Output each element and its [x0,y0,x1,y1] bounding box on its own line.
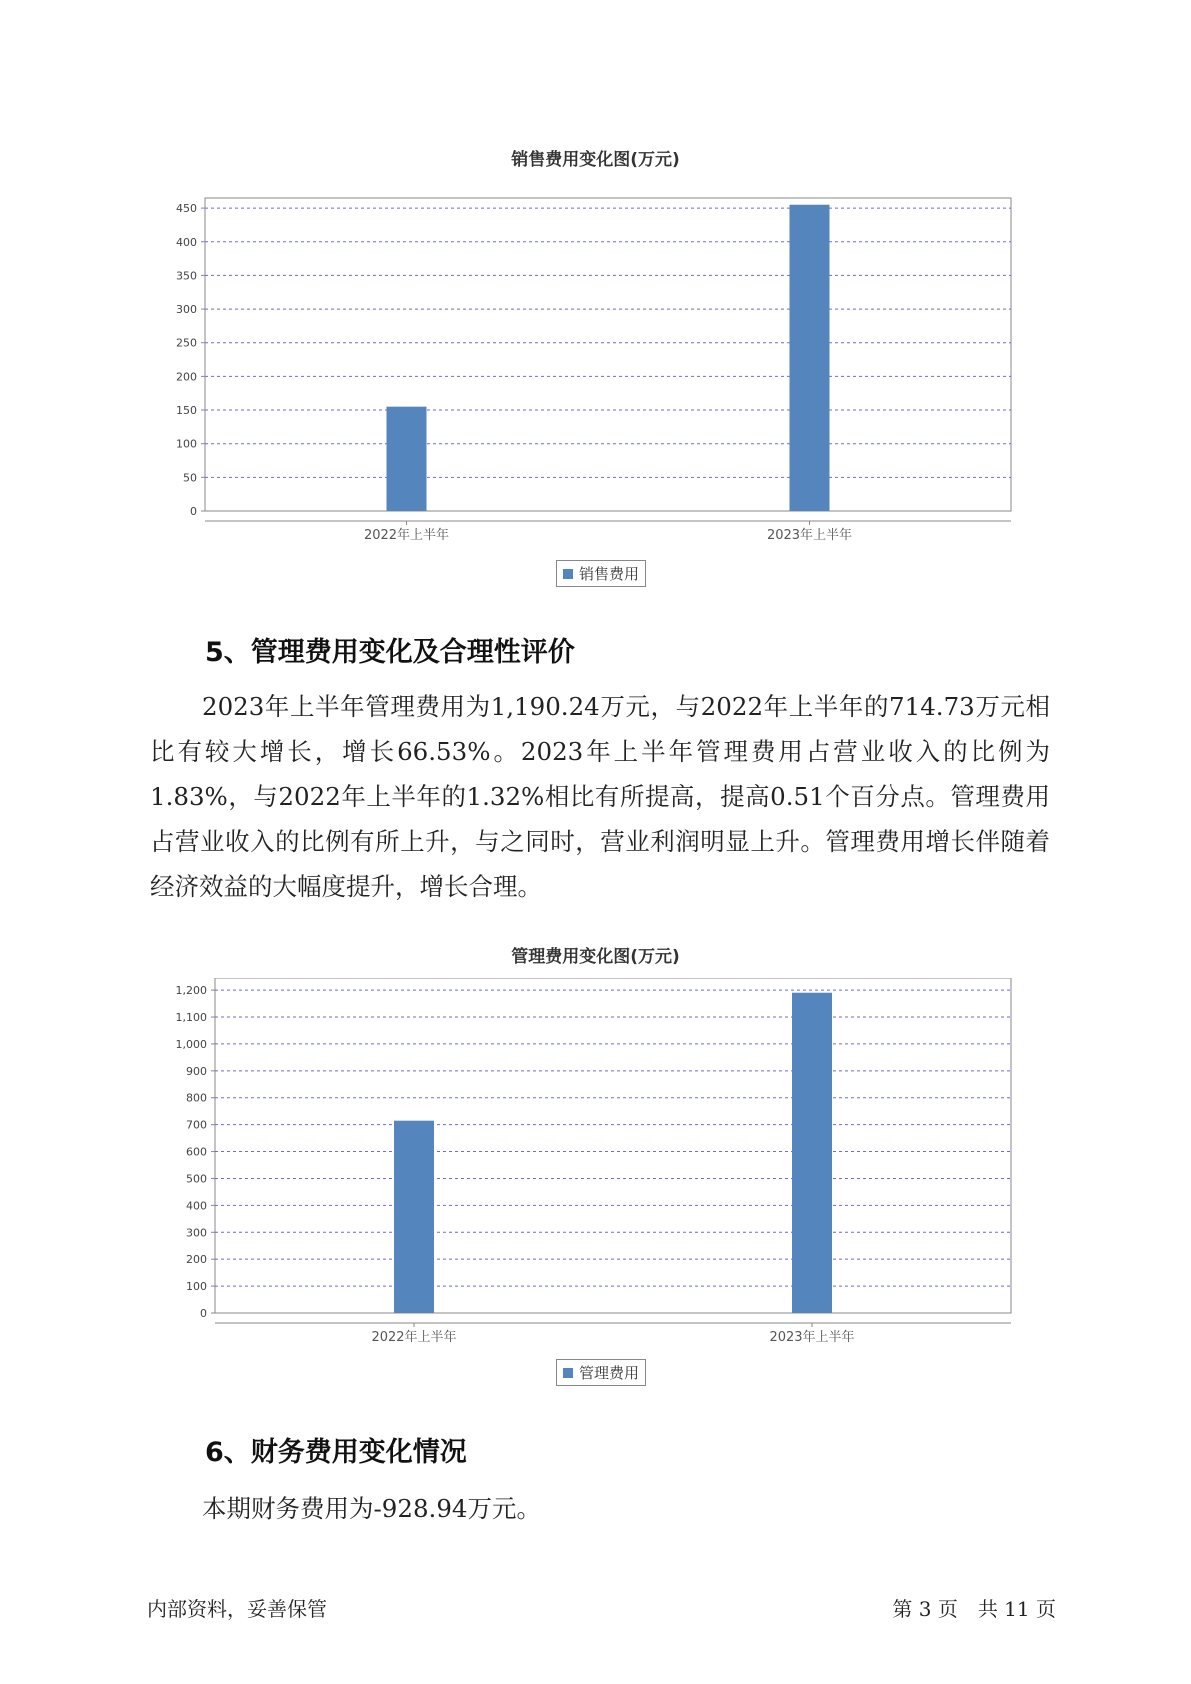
y-tick-label: 1,200 [175,984,207,998]
y-tick-label: 350 [176,269,197,283]
y-tick-label: 500 [186,1172,207,1186]
y-tick-label: 450 [176,202,197,216]
admin-expense-chart [0,978,1191,1348]
y-tick-label: 200 [186,1253,207,1267]
y-tick-label: 100 [186,1280,207,1294]
bar [790,205,830,511]
legend-label: 销售费用 [579,565,640,583]
legend-swatch [563,1368,573,1378]
footer-page-number: 第 3 页 共 11 页 [892,1597,1056,1621]
y-tick-label: 900 [186,1064,207,1078]
chart-title-admin: 管理费用变化图(万元) [511,947,680,967]
y-tick-label: 250 [176,336,197,350]
section-heading-6: 6、财务费用变化情况 [205,1437,467,1468]
y-tick-label: 700 [186,1118,207,1132]
bar [792,993,832,1313]
y-tick-label: 400 [186,1199,207,1213]
chart-title-sales: 销售费用变化图(万元) [511,150,680,170]
y-tick-label: 200 [176,370,197,384]
y-tick-label: 0 [200,1307,207,1320]
section-heading-5: 5、管理费用变化及合理性评价 [205,637,575,668]
y-tick-label: 100 [176,437,197,451]
y-tick-label: 0 [190,505,197,518]
y-tick-label: 150 [176,404,197,418]
bar [387,407,427,511]
plot-area [215,978,1011,1313]
footer-confidential: 内部资料，妥善保管 [147,1597,327,1621]
section-paragraph-6: 本期财务费用为-928.94万元。 [202,1494,542,1523]
legend-swatch [563,569,573,579]
x-tick-label: 2023年上半年 [766,528,853,543]
legend-label: 管理费用 [579,1364,640,1382]
y-tick-label: 400 [176,235,197,249]
section-paragraph-5: 2023年上半年管理费用为1,190.24万元，与2022年上半年的714.73万元相比有较大增长，增长66.53%。2023年上半年管理费用占营业收入的比例为1.83%，与2022年上半年的1.32%相比有所提高，提高0.51个百分点。管理费用占营业收入的比例有所上升，与之同时，营业利润明显上升。管理费用增长伴随着经济效益的大幅度提升，增长合理。 [150,692,1050,901]
y-tick-label: 800 [186,1091,207,1105]
y-tick-label: 600 [186,1145,207,1159]
chart-legend-admin [556,1359,646,1386]
sales-expense-chart [0,180,1191,550]
x-tick-label: 2023年上半年 [769,1330,855,1345]
plot-area [205,198,1011,511]
chart-legend-sales [556,560,646,587]
x-tick-label: 2022年上半年 [363,528,450,543]
x-tick-label: 2022年上半年 [371,1330,457,1345]
y-tick-label: 50 [183,471,197,485]
y-tick-label: 300 [176,303,197,317]
y-tick-label: 1,000 [175,1037,207,1051]
y-tick-label: 300 [186,1226,207,1240]
bar [394,1121,434,1313]
y-tick-label: 1,100 [175,1011,207,1025]
